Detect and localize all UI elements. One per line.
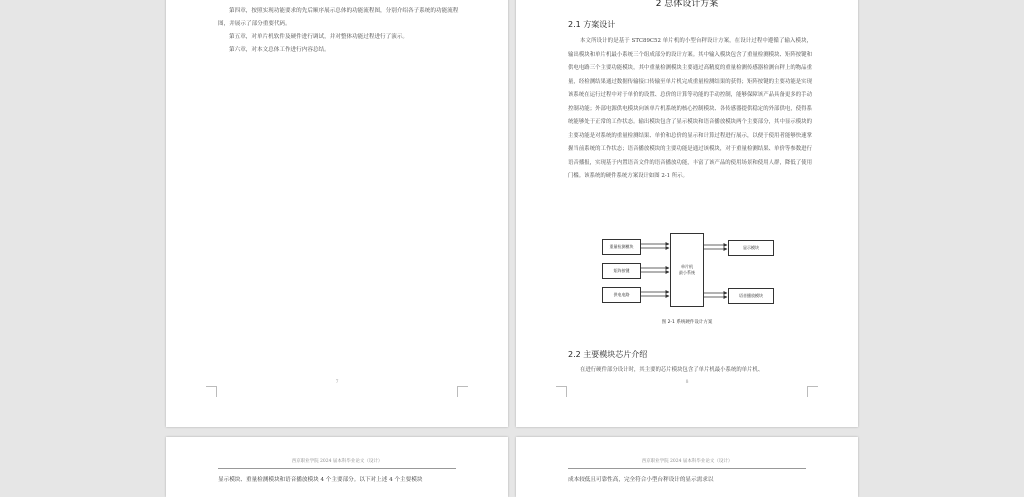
diagram-arrows [516, 0, 858, 427]
header-divider [218, 468, 456, 469]
document-page-3 [166, 437, 508, 497]
section-heading-2-1: 2.1 方案设计 [568, 20, 616, 29]
document-page-1 [166, 0, 508, 427]
paragraph-chips: 在进行硬件部分设计时，其主要的芯片模块包含了单片机最小系统的单片机、 [580, 367, 764, 373]
crop-mark [457, 386, 468, 397]
paragraph-line: 显示模块、重量检测模块和语音播放模块 4 个主要部分。以下对上述 4 个主要模块 [218, 477, 423, 483]
crop-mark [556, 386, 567, 397]
diagram-input-box: 矩阵按键 [602, 263, 641, 279]
paragraph-chapter-6: 第六章，对本文总体工作进行内容总结。 [229, 47, 330, 53]
paragraph-chapter-4: 第四章，按照实现功能要求的先后顺序展示总体的功能流程图，分别介绍各子系统的功能流程图，并展示了部分重要代码。 [218, 8, 459, 27]
mcu-label: 单片机 [681, 264, 693, 269]
diagram-output-box: 语音播放模块 [728, 288, 774, 304]
diagram-input-box: 重量检测模块 [602, 239, 641, 255]
page-number: 8 [685, 380, 689, 385]
figure-caption: 图 2-1 系统硬件设计方案 [661, 320, 713, 325]
page-header: 西京职业学院 2024 届本科毕业论文（设计） [641, 459, 733, 464]
mcu-label: 最小系统 [679, 270, 695, 275]
page-number: 7 [335, 380, 339, 385]
document-page-4 [516, 437, 858, 497]
crop-mark [807, 386, 818, 397]
diagram-output-box: 显示模块 [728, 240, 774, 256]
document-page-2 [516, 0, 858, 427]
crop-mark [206, 386, 217, 397]
diagram-input-box: 供电电路 [602, 287, 641, 303]
page-header: 西京职业学院 2024 届本科毕业论文（设计） [291, 459, 383, 464]
paragraph-chapter-5: 第五章，对单片机软件及硬件进行调试，并对整体功能过程进行了演示。 [229, 34, 409, 40]
paragraph-design: 本文所设计的是基于 STC89C52 单片机的小型台秤设计方案，在设计过程中遵循了输入模块，输出模块和单片机最小系统三个组成部分的设计方案。其中输入模块包含了重量检测模块、矩阵按键和供电电路三个主要功能模块，其中重量检测模块主要通过高精度的重量检测传感器检测台秤上的物品重量，经检测结果通过数据传输接口传输至单片机完成重量检测结果的获得；矩阵按键的主要功能是实现该系统在运行过程中对于单价的设置、总价的计算等功能的手动控制，能够保障该产品具备更多的手动控制功能；外部电源供电模块向该单片机系统的核心控制模块、各传感器提供稳定的外部供电，使得系统能够处于正常的工作状态。输出模块包含了显示模块和语音播放模块两个主要部分，其中显示模块的主要功能是对系统的重量检测结果、单价和总价的显示和计算过程进行展示，以便于使用者能够快速掌握当前系统的工作状态；语音播放模块的主要功能是通过该模块，对于重量检测结果、单价等参数进行语音播报，实现基于内置语音文件的语音播放功能，丰富了该产品的使用场景和使用人群，降低了使用门槛。该系统的硬件系统方案设计如图 2-1 所示。 [568, 38, 812, 179]
section-heading-2-2: 2.2 主要模块芯片介绍 [568, 350, 648, 359]
header-divider [568, 468, 806, 469]
chapter-title: 2 总体设计方案 [655, 0, 719, 9]
paragraph-line: 成本较低且可靠性高，完全符合小型台秤设计的显示需求以 [568, 477, 714, 483]
